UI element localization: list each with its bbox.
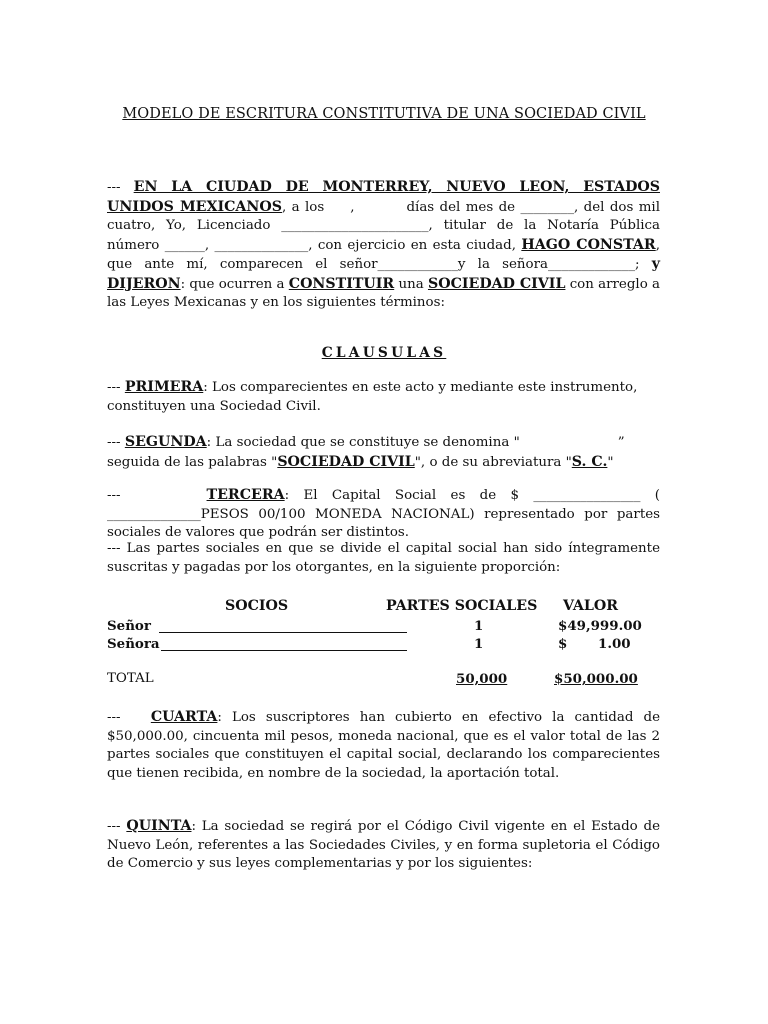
clause-cuarta: --- CUARTA: Los suscriptores han cubierto en efectivo la cantidad de $50,000.00, cincuenta mil pesos, moneda nacional, que es el valor total de las 2 partes sociales que constituyen el capital social, declarando los comparecientes que tienen recibida, en nombre de la sociedad, la aportación total.	[107, 709, 660, 781]
intro-text-3: , que ante mí, comparecen el señor____________y la señora_____________;	[107, 237, 660, 272]
cuarta-text: : Los suscriptores han cubierto en efectivo la cantidad de $50,000.00, cincuenta mil pesos, moneda nacional, que es el valor total de las 2 partes sociales que constituyen el capital social, declarando los comparecientes que tienen recibida, en nombre de la sociedad, la aportación total.	[107, 710, 660, 781]
tercera-partes	[107, 540, 660, 577]
row-socio: Señor	[107, 618, 151, 634]
hago-constar: HAGO CONSTAR	[521, 236, 656, 253]
clausulas-heading: CLAUSULAS	[321, 345, 447, 361]
quinta-label: QUINTA	[126, 818, 192, 834]
total-label: TOTAL	[107, 671, 154, 686]
segunda-sc-full: SOCIEDAD CIVIL	[277, 453, 415, 470]
primera-text: : Los comparecientes en este acto y mediante este instrumento, constituyen una Sociedad Civil.	[107, 380, 638, 414]
intro-comma: ,	[350, 199, 355, 215]
total-partes: 50,000	[456, 671, 508, 687]
row-line	[161, 638, 407, 651]
row-partes: 1	[474, 636, 484, 652]
table-row	[107, 636, 667, 654]
segunda-text-1: : La sociedad que se constituye se denomina "	[206, 435, 520, 450]
row-valor: $49,999.00	[558, 618, 642, 634]
header-valor: VALOR	[563, 598, 619, 614]
segunda-sc-abbr: S. C.	[571, 453, 608, 470]
clause-primera: --- PRIMERA: Los comparecientes en este acto y mediante este instrumento, constituyen una Sociedad Civil.	[107, 379, 638, 414]
primera-label: PRIMERA	[124, 379, 204, 395]
row-line	[159, 620, 407, 633]
quinta-text: : La sociedad se regirá por el Código Civil vigente en el Estado de Nuevo León, referentes a las Sociedades Civiles, y en forma supletoria el Código de Comercio y sus leyes complementarias y por los siguientes:	[107, 819, 660, 871]
segunda-text-2: seguida de las palabras "	[107, 454, 278, 470]
cuarta-label: CUARTA	[150, 709, 218, 725]
row-partes: 1	[474, 618, 484, 634]
dijeron: DIJERON	[107, 275, 181, 292]
clausulas-heading-wrap	[0, 342, 768, 361]
tercera-text-1: : El Capital Social es de $ ________________ ( ______________PESOS 00/100 MONEDA NACIONAL) representado por partes sociales de valores que podrán ser distintos.	[107, 488, 660, 540]
table-total-row	[107, 671, 667, 689]
segunda-text-4: "	[607, 454, 614, 470]
row-socio: Señora	[107, 636, 160, 652]
total-valor: $50,000.00	[554, 671, 638, 687]
intro-dashes: ---	[107, 180, 121, 195]
header-socios: SOCIOS	[225, 598, 289, 614]
clause-quinta: --- QUINTA: La sociedad se regirá por el Código Civil vigente en el Estado de Nuevo León, referentes a las Sociedades Civiles, y en forma supletoria el Código de Comercio y sus leyes complementarias y por los siguientes:	[107, 818, 660, 871]
table-row	[107, 618, 667, 636]
intro-place: EN LA CIUDAD DE MONTERREY, NUEVO LEON, ESTADOS UNIDOS MEXICANOS	[107, 179, 660, 215]
tercera-text-2: --- Las partes sociales en que se divide el capital social han sido íntegramente suscritas y pagadas por los otorgantes, en la siguiente proporción:	[107, 541, 660, 575]
intro-text-1: , a los	[281, 199, 325, 215]
constituir: CONSTITUIR	[288, 275, 395, 292]
header-partes: PARTES SOCIALES	[386, 598, 538, 614]
tercera-label: TERCERA	[206, 487, 285, 503]
clause-segunda: --- SEGUNDA: La sociedad que se constituye se denomina " ” seguida de las palabras "SOCIEDAD CIVIL", o de su abreviatura "S. C."	[107, 434, 625, 470]
row-valor-amount: 1.00	[598, 636, 631, 652]
segunda-text-3: ", o de su abreviatura "	[414, 454, 572, 470]
intro-paragraph	[107, 178, 660, 313]
intro-y: y	[651, 256, 660, 272]
row-valor-currency: $	[558, 636, 568, 652]
intro-text-6: con arreglo a las Leyes Mexicanas y en los siguientes términos:	[107, 276, 660, 310]
clause-tercera: --- TERCERA: El Capital Social es de $ ________________ ( ______________PESOS 00/100 MONEDA NACIONAL) representado por partes sociales de valores que podrán ser distintos.	[107, 487, 660, 540]
intro-text-5: una	[398, 276, 424, 292]
intro-text-2: días del mes de ________, del dos mil cuatro, Yo, Licenciado ______________________, titular de la Notaría Pública número ______, ______________, con ejercicio en esta ciudad,	[107, 199, 660, 253]
document-title: MODELO DE ESCRITURA CONSTITUTIVA DE UNA SOCIEDAD CIVIL	[122, 106, 646, 122]
intro-text-4: : que ocurren a	[180, 276, 285, 292]
sociedad-civil-label: SOCIEDAD CIVIL	[427, 275, 566, 292]
segunda-close-quote: ”	[617, 435, 625, 450]
segunda-label: SEGUNDA	[124, 434, 207, 450]
